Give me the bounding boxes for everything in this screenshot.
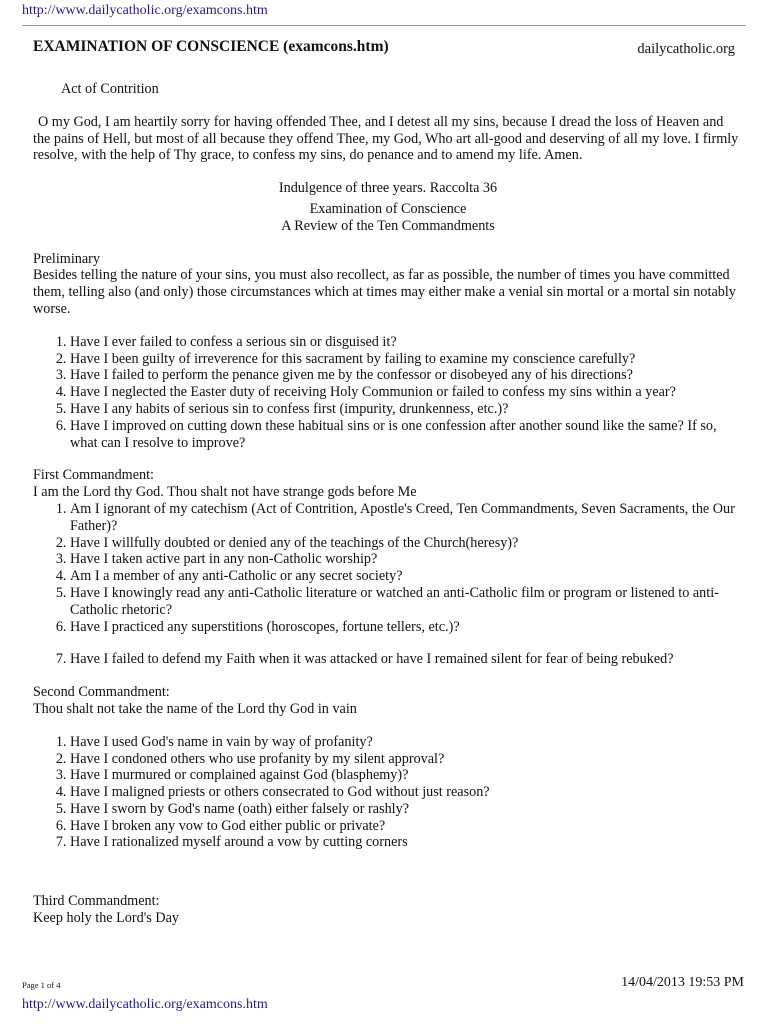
indulgence-note: Indulgence of three years. Raccolta 36 (278, 180, 498, 197)
act-of-contrition-prayer: O my God, I am heartily sorry for having offended Thee, and I detest all my sins, because I dread the loss of Heaven and the pains of Hell, but most of all because they offend Thee, my God, Who art all-good and deserving of all my love. I firmly resolve, with the help of Thy grace, to confess my sins, do penance and to amend my life. Amen. (33, 113, 739, 164)
list-item: 1. Have I used God's name in vain by way of profanity? (70, 734, 743, 751)
second-commandment-text: Thou shalt not take the name of the Lord thy God in vain (33, 700, 357, 717)
list-item: 6. Have I practiced any superstitions (horoscopes, fortune tellers, etc.)? (70, 619, 743, 636)
third-commandment-text: Keep holy the Lord's Day (33, 910, 179, 927)
footer-page-number: Page 1 of 4 (22, 980, 61, 990)
list-item: 3. Have I taken active part in any non-Catholic worship? (70, 551, 743, 568)
first-commandment-list (33, 501, 743, 635)
list-item: 7. Have I failed to defend my Faith when it was attacked or have I remained silent for fear of being rebuked? (70, 651, 743, 668)
preliminary-text: Besides telling the nature of your sins, you must also recollect, as far as possible, the number of times you have committed them, telling also (and only) those circumstances which at times may either make a venial sin mortal or a mortal sin notably worse. (33, 267, 736, 317)
list-item: 4. Have I maligned priests or others consecrated to God without just reason? (70, 784, 743, 801)
list-item: 5. Have I sworn by God's name (oath) either falsely or rashly? (70, 801, 743, 818)
list-item: 7. Have I rationalized myself around a vow by cutting corners (70, 834, 743, 851)
examination-subtitle: A Review of the Ten Commandments (281, 217, 495, 234)
page-title: EXAMINATION OF CONSCIENCE (examcons.htm) (33, 38, 389, 55)
list-item: 1. Am I ignorant of my catechism (Act of Contrition, Apostle's Creed, Ten Commandments, Seven Sacraments, the Our Father)? (70, 501, 743, 535)
top-url-link[interactable]: http://www.dailycatholic.org/examcons.htm (22, 3, 268, 18)
examination-title: Examination of Conscience (309, 200, 467, 217)
preliminary-list (33, 334, 743, 452)
list-item: 3. Have I murmured or complained against God (blasphemy)? (70, 767, 743, 784)
third-commandment-heading: Third Commandment: (33, 893, 160, 910)
list-item: 2. Have I been guilty of irreverence for this sacrament by failing to examine my conscience carefully? (70, 351, 743, 368)
list-item: 3. Have I failed to perform the penance given me by the confessor or disobeyed any of his directions? (70, 367, 743, 384)
list-item: 2. Have I condoned others who use profanity by my silent approval? (70, 751, 743, 768)
list-item: 5. Have I knowingly read any anti-Catholic literature or watched an anti-Catholic film or program or listened to anti-Catholic rhetoric? (70, 585, 743, 619)
list-item: 4. Am I a member of any anti-Catholic or any secret society? (70, 568, 743, 585)
footer-timestamp: 14/04/2013 19:53 PM (621, 975, 744, 990)
list-item: 4. Have I neglected the Easter duty of receiving Holy Communion or failed to confess my sins within a year? (70, 384, 743, 401)
bottom-url-link[interactable]: http://www.dailycatholic.org/examcons.htm (22, 997, 268, 1012)
first-commandment-list-continued (33, 651, 743, 668)
site-name: dailycatholic.org (637, 41, 735, 57)
first-commandment-text: I am the Lord thy God. Thou shalt not have strange gods before Me (33, 484, 417, 501)
preliminary-heading: Preliminary (33, 250, 100, 267)
act-of-contrition-heading: Act of Contrition (61, 81, 159, 97)
list-item: 2. Have I willfully doubted or denied any of the teachings of the Church(heresy)? (70, 535, 743, 552)
header-divider (22, 25, 746, 26)
list-item: 6. Have I improved on cutting down these habitual sins or is one confession after another sound like the same? If so, what can I resolve to improve? (70, 418, 743, 452)
document-body (33, 81, 743, 927)
list-item: 1. Have I ever failed to confess a serious sin or disguised it? (70, 334, 743, 351)
second-commandment-heading: Second Commandment: (33, 684, 170, 701)
first-commandment-heading: First Commandment: (33, 467, 154, 484)
second-commandment-list (33, 734, 743, 852)
list-item: 5. Have I any habits of serious sin to confess first (impurity, drunkenness, etc.)? (70, 401, 743, 418)
list-item: 6. Have I broken any vow to God either public or private? (70, 818, 743, 835)
